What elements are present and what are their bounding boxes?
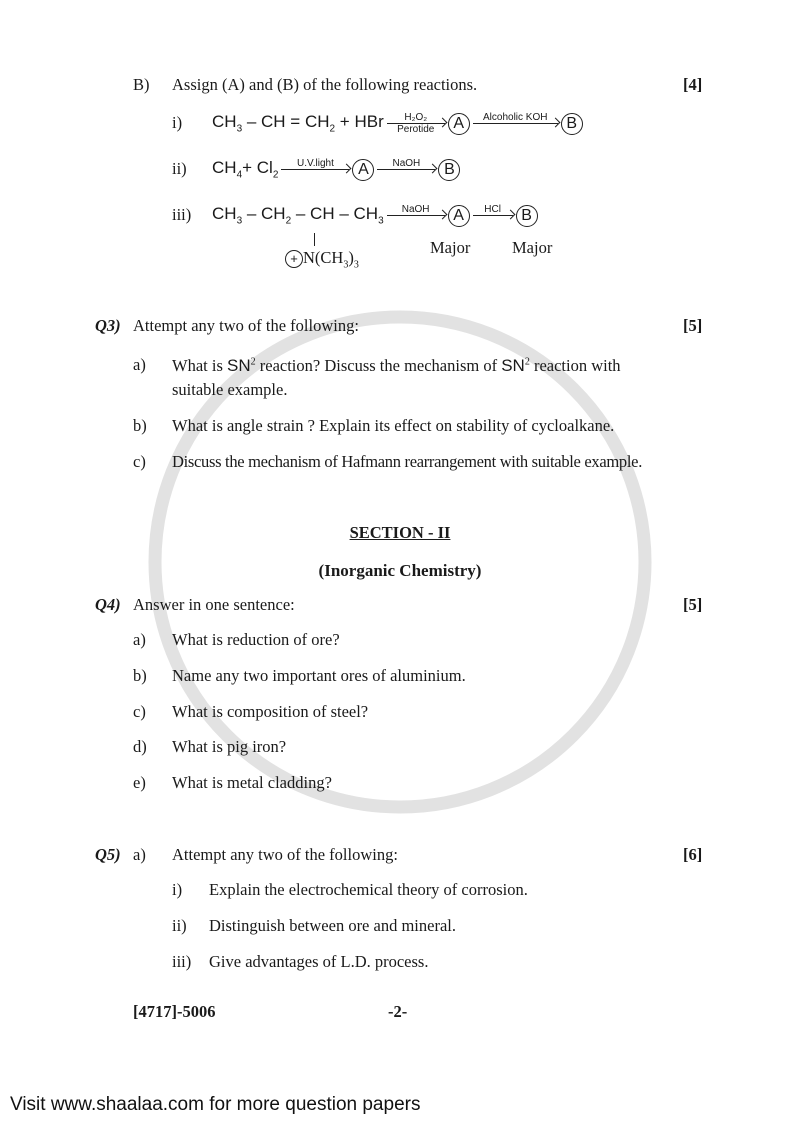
q5-item-text: Distinguish between ore and mineral.: [209, 916, 456, 935]
q3-text: Attempt any two of the following:: [133, 316, 359, 335]
q3a-label: a): [133, 355, 146, 374]
q4-item-text: What is composition of steel?: [172, 702, 369, 721]
substituent: + $N(CH_3)_3$: [285, 250, 359, 270]
q5-label: a): [133, 845, 146, 864]
q2b-text: Assign (A) and (B) of the following reactions.: [172, 75, 478, 94]
q4-text: Answer in one sentence:: [133, 595, 295, 614]
q4-number: Q4): [95, 595, 121, 614]
q4-item-label: c): [133, 702, 146, 721]
arrow-icon: H₂O₂ Perotide: [387, 112, 445, 135]
q4-item-text: What is reduction of ore?: [172, 630, 340, 649]
q5-item-label: iii): [172, 952, 192, 971]
arrow-icon: U.V.light: [281, 158, 349, 181]
section-title: SECTION - II: [349, 523, 451, 542]
q5-marks: [6]: [683, 845, 703, 864]
arrow-icon: Alcoholic KOH: [473, 112, 558, 135]
bond-line: [314, 233, 315, 246]
q4-marks: [5]: [683, 595, 703, 614]
q4-item-text: What is metal cladding?: [172, 773, 332, 792]
q5-text: Attempt any two of the following:: [172, 845, 398, 864]
q2b-marks: [4]: [683, 75, 703, 94]
q4-item-label: e): [133, 773, 146, 792]
q4-item-text: What is pig iron?: [172, 737, 287, 756]
q3b-label: b): [133, 416, 147, 435]
q3b-text: What is angle strain ? Explain its effect on stability of cycloalkane.: [172, 416, 615, 435]
section-subtitle: (Inorganic Chemistry): [318, 561, 482, 580]
q5-number: Q5): [95, 845, 121, 864]
q5-item-text: Explain the electrochemical theory of corrosion.: [209, 880, 528, 899]
q4-item-text: Name any two important ores of aluminium.: [172, 666, 466, 685]
q4-item-label: a): [133, 630, 146, 649]
major-a: Major: [430, 238, 471, 257]
q3a-line2: suitable example.: [172, 380, 288, 399]
major-b: Major: [512, 238, 553, 257]
arrow-icon: NaOH: [387, 204, 445, 227]
reaction-3: iii) $CH_3 - CH_2$ – CH – $CH_3$ NaOH A HCl B: [172, 204, 538, 227]
reaction-1: i) $CH_3$ – CH = $CH_2$ + HBr H₂O₂ Perotide A Alcoholic KOH B: [172, 112, 583, 135]
q2b-label: B): [133, 75, 150, 94]
q5-item-label: ii): [172, 916, 187, 935]
q3a-line1: What is $SN^2$ reaction? Discuss the mechanism of $SN^2$ reaction with: [172, 356, 621, 375]
q3c-text: Discuss the mechanism of Hafmann rearrangement with suitable example.: [172, 452, 643, 471]
q4-item-label: b): [133, 666, 147, 685]
q5-item-text: Give advantages of L.D. process.: [209, 952, 429, 971]
q3c-label: c): [133, 452, 146, 471]
q5-item-label: i): [172, 880, 183, 899]
arrow-icon: NaOH: [377, 158, 435, 181]
q4-item-label: d): [133, 737, 147, 756]
q3-number: Q3): [95, 316, 121, 335]
paper-code: [4717]-5006: [133, 1002, 216, 1021]
site-banner-link[interactable]: Visit www.shaalaa.com for more question papers: [10, 1094, 421, 1115]
page-number: -2-: [388, 1002, 408, 1021]
q3-marks: [5]: [683, 316, 703, 335]
arrow-icon: HCl: [473, 204, 513, 227]
reaction-2: ii) $CH_4+ Cl_2$ U.V.light A NaOH B: [172, 158, 460, 181]
